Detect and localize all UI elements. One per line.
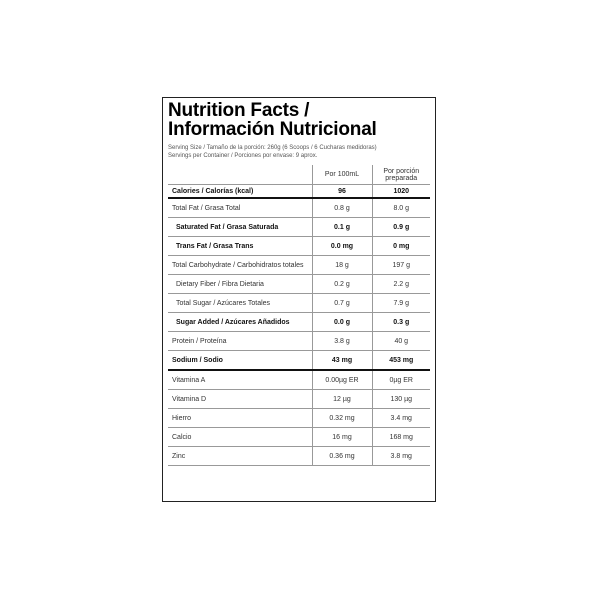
value-per-serving: 0.3 g — [372, 313, 430, 332]
value-per-100ml: 16 mg — [312, 428, 372, 447]
value-per-100ml: 0.36 mg — [312, 447, 372, 466]
title-line-english: Nutrition Facts / — [168, 100, 310, 121]
value-per-serving: 0 mg — [372, 237, 430, 256]
value-per-serving: 40 g — [372, 332, 430, 351]
value-per-100ml: 0.00µg ER — [312, 370, 372, 390]
nutrient-label: Calcio — [168, 428, 312, 447]
table-row — [168, 351, 430, 371]
value-per-100ml: 0.0 mg — [312, 237, 372, 256]
table-row — [168, 256, 430, 275]
nutrient-label: Hierro — [168, 409, 312, 428]
value-per-100ml: 0.2 g — [312, 275, 372, 294]
value-per-serving: 0µg ER — [372, 370, 430, 390]
nutrient-label: Zinc — [168, 447, 312, 466]
table-row — [168, 218, 430, 237]
header-per-100ml: Por 100mL — [312, 165, 372, 185]
nutrient-label: Vitamina A — [168, 370, 312, 390]
table-row — [168, 185, 430, 199]
value-per-serving: 1020 — [372, 185, 430, 199]
value-per-serving: 3.8 mg — [372, 447, 430, 466]
nutrient-label: Total Carbohydrate / Carbohidratos totales — [168, 256, 312, 275]
value-per-100ml: 0.1 g — [312, 218, 372, 237]
table-row — [168, 198, 430, 218]
table-row — [168, 447, 430, 466]
value-per-100ml: 18 g — [312, 256, 372, 275]
table-row — [168, 390, 430, 409]
header-per-serving: Por porción preparada — [372, 165, 430, 185]
value-per-100ml: 0.32 mg — [312, 409, 372, 428]
value-per-serving: 7.9 g — [372, 294, 430, 313]
nutrient-label: Sodium / Sodio — [168, 351, 312, 371]
title-line-spanish: Información Nutricional — [168, 119, 377, 140]
nutrient-label: Protein / Proteína — [168, 332, 312, 351]
nutrient-label: Dietary Fiber / Fibra Dietaria — [168, 275, 312, 294]
value-per-serving: 8.0 g — [372, 198, 430, 218]
value-per-100ml: 43 mg — [312, 351, 372, 371]
nutrient-label: Calories / Calorías (kcal) — [168, 185, 312, 199]
value-per-100ml: 96 — [312, 185, 372, 199]
header-blank — [168, 165, 312, 185]
table-row — [168, 332, 430, 351]
servings-per-container: Servings per Container / Porciones por envase: 9 aprox. — [168, 153, 318, 159]
value-per-serving: 168 mg — [372, 428, 430, 447]
table-row — [168, 370, 430, 390]
table-row — [168, 237, 430, 256]
table-header-row — [168, 165, 430, 185]
table-row — [168, 294, 430, 313]
value-per-serving: 453 mg — [372, 351, 430, 371]
value-per-serving: 0.9 g — [372, 218, 430, 237]
serving-size: Serving Size / Tamaño de la porción: 260g (6 Scoops / 6 Cucharas medidoras) — [168, 145, 377, 151]
value-per-100ml: 12 µg — [312, 390, 372, 409]
value-per-100ml: 0.0 g — [312, 313, 372, 332]
table-row — [168, 409, 430, 428]
value-per-100ml: 3.8 g — [312, 332, 372, 351]
value-per-serving: 2.2 g — [372, 275, 430, 294]
nutrient-label: Trans Fat / Grasa Trans — [168, 237, 312, 256]
value-per-serving: 197 g — [372, 256, 430, 275]
nutrient-label: Total Sugar / Azúcares Totales — [168, 294, 312, 313]
value-per-serving: 3.4 mg — [372, 409, 430, 428]
nutrient-label: Sugar Added / Azúcares Añadidos — [168, 313, 312, 332]
value-per-100ml: 0.8 g — [312, 198, 372, 218]
table-row — [168, 428, 430, 447]
nutrition-facts-label — [162, 97, 436, 502]
table-row — [168, 275, 430, 294]
nutrient-label: Total Fat / Grasa Total — [168, 198, 312, 218]
nutrient-label: Saturated Fat / Grasa Saturada — [168, 218, 312, 237]
value-per-serving: 130 µg — [372, 390, 430, 409]
label-title — [168, 101, 377, 139]
value-per-100ml: 0.7 g — [312, 294, 372, 313]
nutrient-label: Vitamina D — [168, 390, 312, 409]
table-row — [168, 313, 430, 332]
serving-info — [168, 144, 430, 160]
nutrition-table — [168, 165, 430, 466]
